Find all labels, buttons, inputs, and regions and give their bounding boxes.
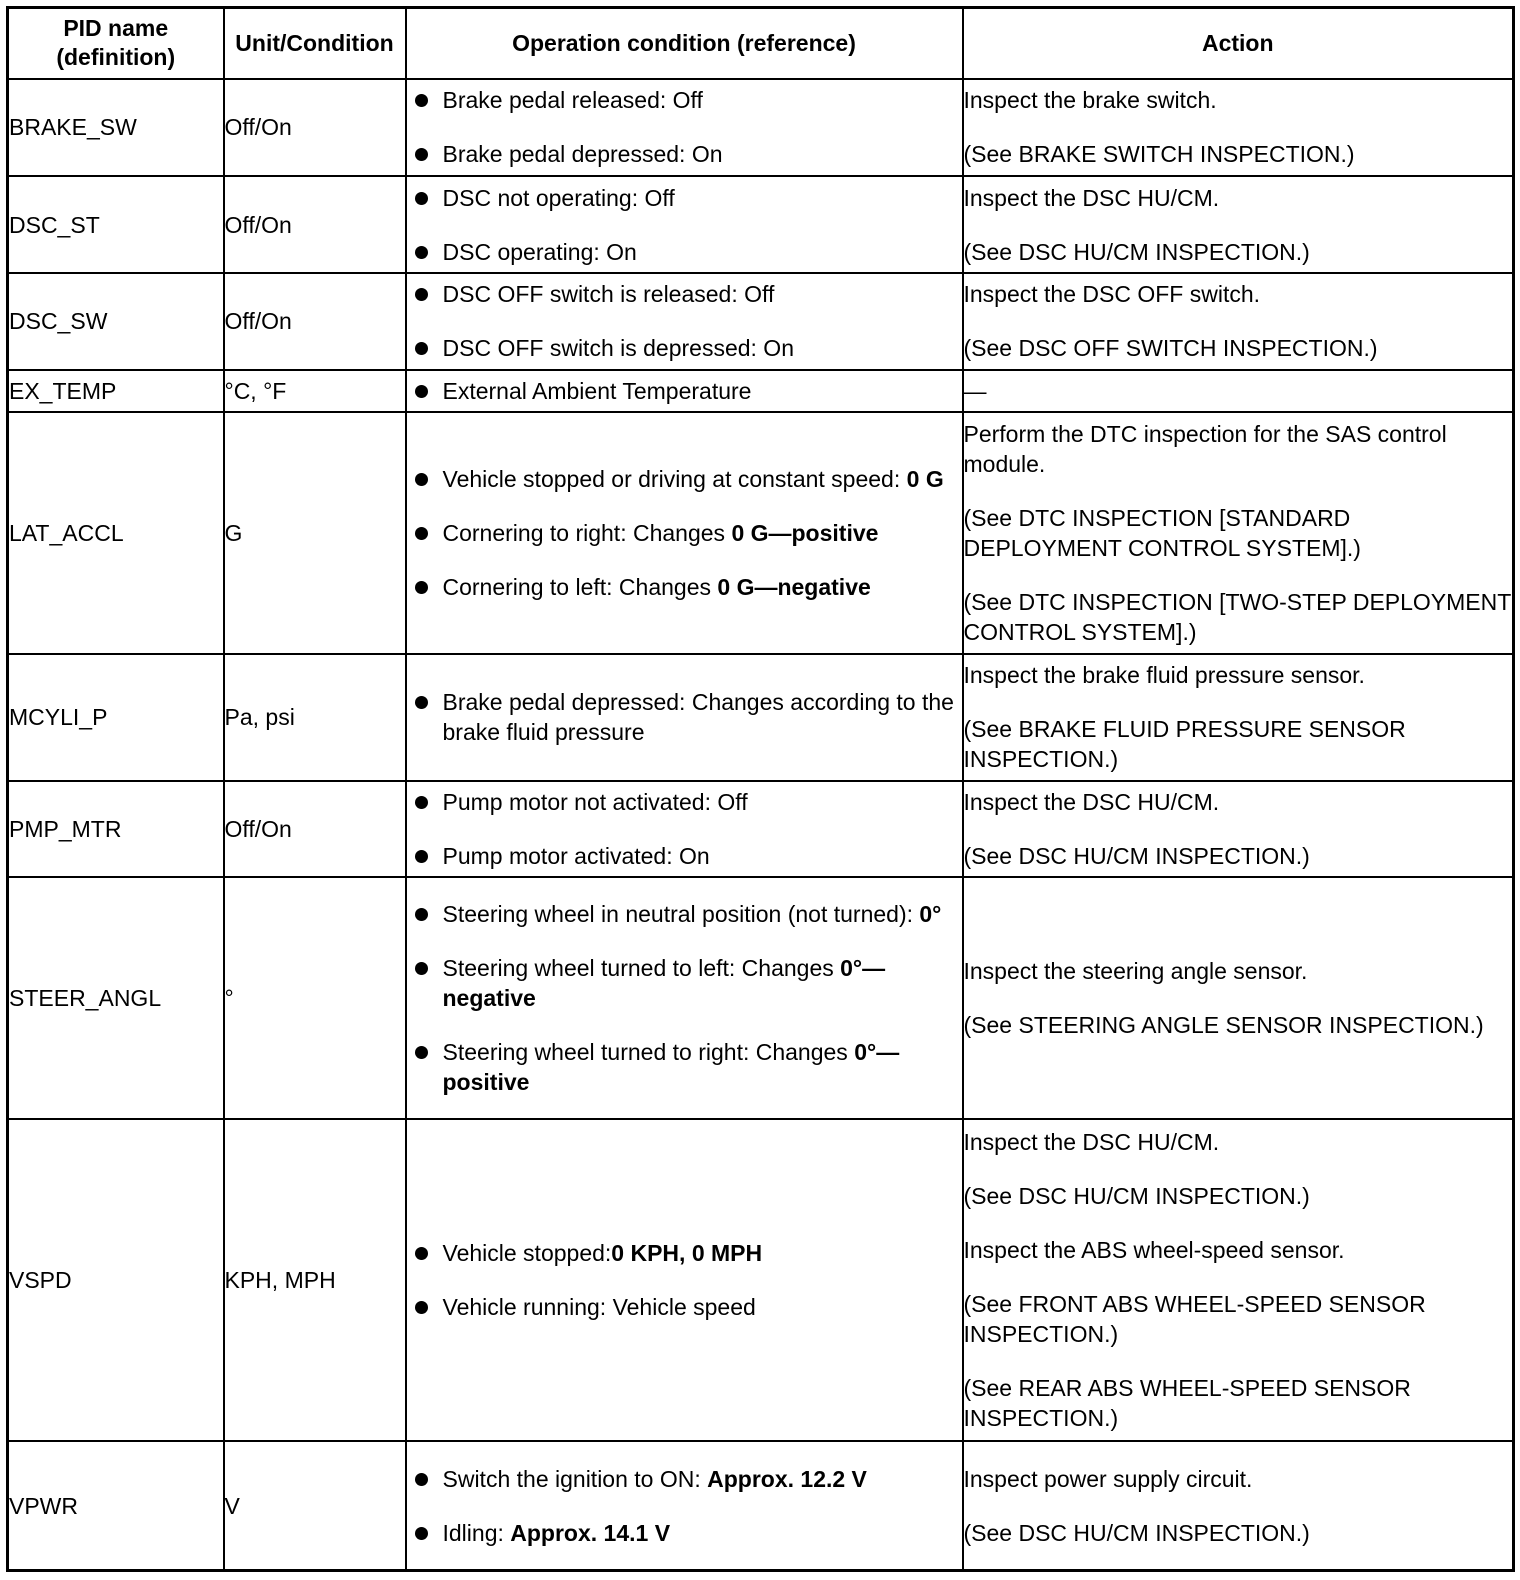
unit-cell: Off/On xyxy=(224,176,406,273)
pid-name-cell: STEER_ANGL xyxy=(8,877,224,1119)
condition-text: Cornering to right: Changes xyxy=(442,519,732,546)
operation-condition-cell xyxy=(406,654,963,781)
condition-list xyxy=(407,85,962,169)
table-row xyxy=(8,1119,1514,1441)
operation-condition-cell xyxy=(406,273,963,370)
condition-item xyxy=(407,85,962,115)
condition-item xyxy=(407,333,962,363)
unit-cell: Off/On xyxy=(224,79,406,177)
action-cell xyxy=(963,781,1514,878)
condition-item xyxy=(407,1518,962,1548)
action-text: Inspect the steering angle sensor. xyxy=(963,958,1308,985)
table-row xyxy=(8,370,1514,412)
unit-cell: ° xyxy=(224,877,406,1119)
condition-value: Approx. 12.2 V xyxy=(707,1465,867,1492)
condition-text: Brake pedal depressed: Changes according to the brake fluid pressure xyxy=(442,689,954,746)
condition-list xyxy=(407,1464,962,1548)
condition-item xyxy=(407,787,962,817)
action-text: (See FRONT ABS WHEEL-SPEED SENSOR INSPECTION.) xyxy=(963,1291,1426,1348)
condition-text: Steering wheel in neutral position (not turned): xyxy=(442,901,920,928)
action-text: (See BRAKE SWITCH INSPECTION.) xyxy=(963,141,1355,168)
condition-item xyxy=(407,518,962,548)
condition-text: DSC OFF switch is released: Off xyxy=(442,281,775,308)
table-row xyxy=(8,273,1514,370)
table-row xyxy=(8,877,1514,1119)
pid-name-cell: PMP_MTR xyxy=(8,781,224,878)
condition-text: Cornering to left: Changes xyxy=(442,573,718,600)
unit-cell: KPH, MPH xyxy=(224,1119,406,1441)
condition-text: Vehicle running: Vehicle speed xyxy=(442,1294,756,1321)
action-text: (See DSC HU/CM INSPECTION.) xyxy=(963,238,1310,265)
table-row xyxy=(8,654,1514,781)
action-text: (See DSC HU/CM INSPECTION.) xyxy=(963,1183,1310,1210)
condition-text: Steering wheel turned to left: Changes xyxy=(442,955,841,982)
operation-condition-cell xyxy=(406,781,963,878)
unit-cell: Off/On xyxy=(224,273,406,370)
condition-item xyxy=(407,899,962,929)
action-text: (See BRAKE FLUID PRESSURE SENSOR INSPECTION.) xyxy=(963,716,1406,773)
condition-value: 0 G xyxy=(906,465,944,492)
condition-item xyxy=(407,183,962,213)
operation-condition-cell xyxy=(406,877,963,1119)
table-row xyxy=(8,176,1514,273)
condition-value: 0° xyxy=(919,901,942,928)
action-text: Inspect power supply circuit. xyxy=(963,1465,1253,1492)
action-cell xyxy=(963,370,1514,412)
condition-list xyxy=(407,376,962,406)
action-text: (See DTC INSPECTION [STANDARD DEPLOYMENT CONTROL SYSTEM].) xyxy=(963,504,1361,561)
action-cell xyxy=(963,1441,1514,1570)
pid-name-cell: VPWR xyxy=(8,1441,224,1570)
condition-list xyxy=(407,787,962,871)
action-text: (See DSC HU/CM INSPECTION.) xyxy=(963,842,1310,869)
condition-item xyxy=(407,1037,962,1097)
action-text: Inspect the brake switch. xyxy=(963,87,1217,114)
unit-cell: Pa, psi xyxy=(224,654,406,781)
operation-condition-cell xyxy=(406,1119,963,1441)
condition-item xyxy=(407,376,962,406)
table-row xyxy=(8,79,1514,177)
action-cell xyxy=(963,877,1514,1119)
condition-text: Pump motor not activated: Off xyxy=(442,788,748,815)
header-row xyxy=(8,8,1514,79)
operation-condition-cell xyxy=(406,412,963,654)
action-cell xyxy=(963,273,1514,370)
condition-item xyxy=(407,687,962,747)
action-text: Inspect the DSC HU/CM. xyxy=(963,1129,1220,1156)
operation-condition-cell xyxy=(406,1441,963,1570)
unit-cell: V xyxy=(224,1441,406,1570)
header-unit: Unit/Condition xyxy=(224,8,406,79)
action-cell xyxy=(963,176,1514,273)
action-text: (See REAR ABS WHEEL-SPEED SENSOR INSPECTION.) xyxy=(963,1375,1411,1432)
action-text: — xyxy=(963,377,987,404)
condition-item xyxy=(407,464,962,494)
condition-list xyxy=(407,899,962,1097)
condition-item xyxy=(407,279,962,309)
condition-value: 0°—negative xyxy=(442,955,886,1012)
condition-item xyxy=(407,1238,962,1268)
condition-item xyxy=(407,572,962,602)
condition-item xyxy=(407,139,962,169)
condition-text: Switch the ignition to ON: xyxy=(442,1465,708,1492)
action-text: (See DSC HU/CM INSPECTION.) xyxy=(963,1519,1310,1546)
condition-value: 0 G—negative xyxy=(717,573,871,600)
action-text: (See DSC OFF SWITCH INSPECTION.) xyxy=(963,335,1378,362)
header-pid-name xyxy=(8,8,224,79)
unit-cell: G xyxy=(224,412,406,654)
operation-condition-cell xyxy=(406,79,963,177)
action-cell xyxy=(963,654,1514,781)
condition-value: 0 G—positive xyxy=(731,519,879,546)
condition-list xyxy=(407,1238,962,1322)
condition-text: DSC OFF switch is depressed: On xyxy=(442,335,794,362)
action-text: Inspect the DSC HU/CM. xyxy=(963,788,1220,815)
condition-value: 0°—positive xyxy=(442,1039,900,1096)
unit-cell: °C, °F xyxy=(224,370,406,412)
action-cell xyxy=(963,412,1514,654)
pid-table xyxy=(6,6,1515,1572)
table-row xyxy=(8,412,1514,654)
condition-item xyxy=(407,1464,962,1494)
condition-text: Steering wheel turned to right: Changes xyxy=(442,1039,855,1066)
condition-item xyxy=(407,1292,962,1322)
pid-name-cell: LAT_ACCL xyxy=(8,412,224,654)
header-operation: Operation condition (reference) xyxy=(406,8,963,79)
action-text: Inspect the brake fluid pressure sensor. xyxy=(963,662,1365,689)
pid-name-cell: DSC_ST xyxy=(8,176,224,273)
operation-condition-cell xyxy=(406,176,963,273)
condition-item xyxy=(407,237,962,267)
condition-text: DSC not operating: Off xyxy=(442,184,675,211)
action-text: Inspect the ABS wheel-speed sensor. xyxy=(963,1237,1345,1264)
pid-name-cell: MCYLI_P xyxy=(8,654,224,781)
condition-text: DSC operating: On xyxy=(442,238,637,265)
condition-list xyxy=(407,464,962,602)
condition-text: Idling: xyxy=(442,1519,511,1546)
action-text: (See STEERING ANGLE SENSOR INSPECTION.) xyxy=(963,1012,1484,1039)
operation-condition-cell xyxy=(406,370,963,412)
condition-list xyxy=(407,183,962,267)
table-row xyxy=(8,781,1514,878)
condition-value: Approx. 14.1 V xyxy=(510,1519,671,1546)
condition-list xyxy=(407,279,962,363)
unit-cell: Off/On xyxy=(224,781,406,878)
condition-text: Brake pedal released: Off xyxy=(442,87,703,114)
header-action: Action xyxy=(963,8,1514,79)
action-text: (See DTC INSPECTION [TWO-STEP DEPLOYMENT CONTROL SYSTEM].) xyxy=(963,588,1511,645)
condition-value: 0 KPH, 0 MPH xyxy=(611,1240,763,1267)
condition-item xyxy=(407,953,962,1013)
condition-text: Vehicle stopped: xyxy=(442,1240,612,1267)
table-row xyxy=(8,1441,1514,1570)
condition-text: Brake pedal depressed: On xyxy=(442,141,723,168)
pid-name-cell: EX_TEMP xyxy=(8,370,224,412)
condition-list xyxy=(407,687,962,747)
header-pid-name-line2: (definition) xyxy=(56,44,176,71)
condition-item xyxy=(407,841,962,871)
action-text: Inspect the DSC HU/CM. xyxy=(963,184,1220,211)
condition-text: External Ambient Temperature xyxy=(442,377,752,404)
action-text: Perform the DTC inspection for the SAS control module. xyxy=(963,420,1447,477)
pid-name-cell: VSPD xyxy=(8,1119,224,1441)
pid-name-cell: BRAKE_SW xyxy=(8,79,224,177)
action-text: Inspect the DSC OFF switch. xyxy=(963,281,1261,308)
condition-text: Pump motor activated: On xyxy=(442,842,710,869)
action-cell xyxy=(963,1119,1514,1441)
condition-text: Vehicle stopped or driving at constant speed: xyxy=(442,465,907,492)
header-pid-name-line1: PID name xyxy=(63,15,169,42)
pid-name-cell: DSC_SW xyxy=(8,273,224,370)
action-cell xyxy=(963,79,1514,177)
